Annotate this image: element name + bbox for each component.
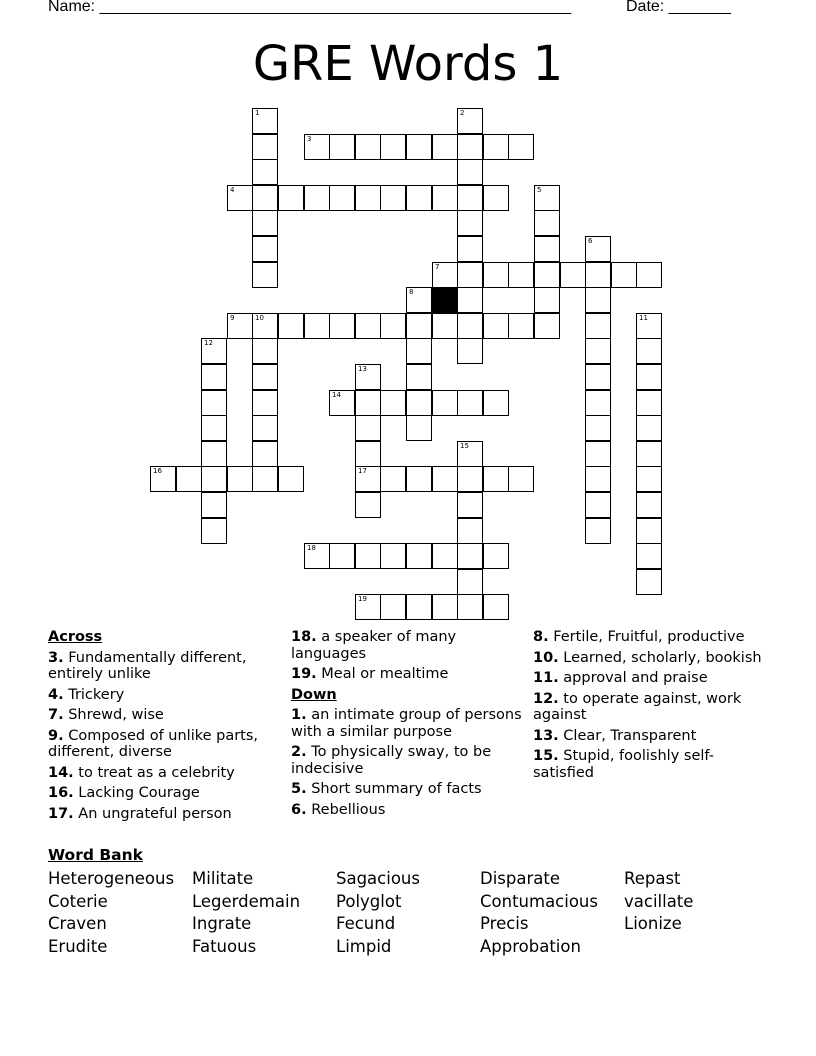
clue-down-2: 2. To physically sway, to be indecisive <box>291 744 492 777</box>
grid-cell[interactable] <box>585 415 611 441</box>
word-bank-column <box>48 868 174 959</box>
grid-cell[interactable] <box>380 134 406 160</box>
page-title: GRE Words 1 <box>252 36 564 92</box>
grid-cell[interactable] <box>252 364 278 390</box>
grid-cell[interactable] <box>355 492 381 518</box>
grid-cell[interactable] <box>432 594 458 620</box>
grid-cell[interactable] <box>355 185 381 211</box>
word-bank-word: Fecund <box>336 914 396 934</box>
grid-cell[interactable] <box>252 210 278 236</box>
clue-number: 8 <box>409 288 414 296</box>
word-bank-word: Approbation <box>480 937 581 957</box>
word-bank-word: Craven <box>48 914 107 934</box>
grid-cell[interactable] <box>406 185 432 211</box>
grid-cell[interactable] <box>534 287 560 313</box>
grid-cell[interactable] <box>201 364 227 390</box>
grid-cell[interactable] <box>457 543 483 569</box>
clue-number: 4 <box>230 186 235 194</box>
clue-number: 1 <box>255 109 260 117</box>
grid-cell[interactable] <box>483 262 509 288</box>
grid-cell[interactable] <box>329 543 355 569</box>
grid-cell[interactable] <box>457 594 483 620</box>
grid-cell[interactable] <box>380 313 406 339</box>
word-bank-word: Ingrate <box>192 914 252 934</box>
grid-cell[interactable] <box>508 134 534 160</box>
grid-cell[interactable] <box>585 466 611 492</box>
grid-cell[interactable] <box>201 390 227 416</box>
word-bank-word: Heterogeneous <box>48 869 175 888</box>
grid-cell[interactable] <box>432 313 458 339</box>
grid-cell[interactable] <box>406 415 432 441</box>
grid-cell[interactable] <box>534 185 560 211</box>
grid-cell[interactable] <box>406 594 432 620</box>
grid-cell[interactable] <box>355 134 381 160</box>
grid-cell[interactable] <box>585 441 611 467</box>
grid-cell[interactable] <box>355 313 381 339</box>
clue-down-5: 5. Short summary of facts <box>291 781 482 797</box>
grid-cell[interactable] <box>201 466 227 492</box>
grid-cell[interactable] <box>252 185 278 211</box>
name-field-label: Name: _____________________________________________________ <box>48 0 572 15</box>
grid-cell[interactable] <box>585 236 611 262</box>
grid-cell[interactable] <box>278 313 304 339</box>
clue-column-2 <box>291 629 523 822</box>
grid-cell[interactable] <box>201 518 227 544</box>
word-bank-word: Lionize <box>624 914 682 934</box>
clue-number: 17 <box>358 467 367 475</box>
clue-across-14: 14. to treat as a celebrity <box>48 764 235 781</box>
grid-cell[interactable] <box>329 185 355 211</box>
clue-number: 7 <box>435 263 440 271</box>
grid-cell[interactable] <box>457 262 483 288</box>
grid-cell[interactable] <box>483 313 509 339</box>
clue-number: 5 <box>537 186 542 194</box>
grid-cell[interactable] <box>534 210 560 236</box>
grid-cell[interactable] <box>201 441 227 467</box>
across-heading: Across <box>48 629 103 645</box>
grid-cell[interactable] <box>457 236 483 262</box>
grid-cell[interactable] <box>457 313 483 339</box>
grid-cell[interactable] <box>406 543 432 569</box>
grid-cell[interactable] <box>611 262 637 288</box>
grid-cell[interactable] <box>227 466 253 492</box>
grid-cell[interactable] <box>457 185 483 211</box>
grid-cell[interactable] <box>585 364 611 390</box>
clue-down-8: 8. Fertile, Fruitful, productive <box>533 629 745 645</box>
word-bank-word: Disparate <box>480 869 560 888</box>
grid-cell[interactable] <box>355 364 381 390</box>
word-bank-word: Sagacious <box>336 869 420 888</box>
grid-cell[interactable] <box>636 313 662 339</box>
grid-cell[interactable] <box>304 185 330 211</box>
word-bank-column <box>192 868 300 959</box>
grid-cell[interactable] <box>252 262 278 288</box>
grid-cell[interactable] <box>534 313 560 339</box>
clue-across-9: 9. Composed of unlike parts, different, diverse <box>48 727 259 760</box>
grid-cell[interactable] <box>201 415 227 441</box>
word-bank-column <box>624 868 693 936</box>
clue-across-4: 4. Trickery <box>48 686 125 703</box>
clue-down-13: 13. Clear, Transparent <box>533 727 697 744</box>
grid-cell[interactable] <box>380 390 406 416</box>
grid-cell[interactable] <box>329 390 355 416</box>
grid-cell[interactable] <box>150 466 176 492</box>
grid-cell[interactable] <box>380 185 406 211</box>
grid-cell[interactable] <box>252 159 278 185</box>
grid-cell[interactable] <box>252 390 278 416</box>
grid-cell[interactable] <box>508 466 534 492</box>
grid-cell[interactable] <box>380 594 406 620</box>
grid-cell[interactable] <box>457 210 483 236</box>
clue-across-7: 7. Shrewd, wise <box>48 707 164 723</box>
grid-cell[interactable] <box>201 338 227 364</box>
grid-cell[interactable] <box>483 390 509 416</box>
grid-cell[interactable] <box>585 313 611 339</box>
word-bank-word: Legerdemain <box>192 891 301 911</box>
word-bank-word: Erudite <box>48 937 108 957</box>
grid-cell[interactable] <box>252 441 278 467</box>
word-bank-word: Precis <box>480 914 529 934</box>
grid-cell[interactable] <box>432 134 458 160</box>
grid-cell[interactable] <box>406 364 432 390</box>
grid-cell[interactable] <box>252 466 278 492</box>
clue-number: 2 <box>460 109 465 117</box>
grid-cell[interactable] <box>636 466 662 492</box>
word-bank-word: Limpid <box>336 937 392 957</box>
clue-across-19: 19. Meal or mealtime <box>291 666 449 682</box>
grid-cell[interactable] <box>406 287 432 313</box>
grid-cell[interactable] <box>380 466 406 492</box>
grid-cell[interactable] <box>252 236 278 262</box>
clue-across-16: 16. Lacking Courage <box>48 785 200 801</box>
grid-cell[interactable] <box>227 313 253 339</box>
grid-cell[interactable] <box>483 134 509 160</box>
grid-cell[interactable] <box>432 543 458 569</box>
grid-cell[interactable] <box>636 543 662 569</box>
grid-cell[interactable] <box>457 466 483 492</box>
clue-number: 3 <box>307 135 312 143</box>
grid-cell[interactable] <box>355 543 381 569</box>
clue-across-3: 3. Fundamentally different, entirely unlike <box>48 649 247 682</box>
clue-across-18: 18. a speaker of many languages <box>291 629 457 662</box>
clue-column-3 <box>533 629 771 785</box>
grid-cell[interactable] <box>252 108 278 134</box>
grid-cell[interactable] <box>355 415 381 441</box>
grid-cell[interactable] <box>457 159 483 185</box>
word-bank-column <box>480 868 598 959</box>
grid-cell[interactable] <box>278 185 304 211</box>
clue-across-17: 17. An ungrateful person <box>48 805 232 822</box>
grid-cell[interactable] <box>585 338 611 364</box>
clue-number: 18 <box>307 544 316 552</box>
grid-cell[interactable] <box>304 134 330 160</box>
clue-down-6: 6. Rebellious <box>291 801 386 818</box>
grid-cell[interactable] <box>432 185 458 211</box>
grid-cell[interactable] <box>432 466 458 492</box>
shaded-grid-cell <box>432 287 458 313</box>
grid-cell[interactable] <box>457 518 483 544</box>
grid-cell[interactable] <box>457 390 483 416</box>
clue-number: 11 <box>639 314 648 322</box>
word-bank-word: Repast <box>624 869 681 888</box>
grid-cell[interactable] <box>534 262 560 288</box>
word-bank-word: vacillate <box>624 891 694 911</box>
grid-cell[interactable] <box>432 390 458 416</box>
grid-cell[interactable] <box>636 364 662 390</box>
grid-cell[interactable] <box>636 262 662 288</box>
grid-cell[interactable] <box>406 466 432 492</box>
grid-cell[interactable] <box>585 287 611 313</box>
word-bank-word: Contumacious <box>480 891 598 911</box>
grid-cell[interactable] <box>355 441 381 467</box>
grid-cell[interactable] <box>252 134 278 160</box>
grid-cell[interactable] <box>585 492 611 518</box>
word-bank-word: Coterie <box>48 891 108 911</box>
clue-down-11: 11. approval and praise <box>533 670 708 686</box>
clue-number: 15 <box>460 442 469 450</box>
grid-cell[interactable] <box>304 313 330 339</box>
date-field-label: Date: _______ <box>626 0 731 15</box>
grid-cell[interactable] <box>252 338 278 364</box>
grid-cell[interactable] <box>585 518 611 544</box>
grid-cell[interactable] <box>355 594 381 620</box>
clue-number: 12 <box>204 339 213 347</box>
grid-cell[interactable] <box>534 236 560 262</box>
clue-number: 9 <box>230 314 235 322</box>
clue-down-15: 15. Stupid, foolishly self-satisfied <box>533 748 714 781</box>
grid-cell[interactable] <box>329 134 355 160</box>
grid-cell[interactable] <box>508 262 534 288</box>
clue-number: 13 <box>358 365 367 373</box>
grid-cell[interactable] <box>636 518 662 544</box>
grid-cell[interactable] <box>636 492 662 518</box>
grid-cell[interactable] <box>304 543 330 569</box>
grid-cell[interactable] <box>483 185 509 211</box>
grid-cell[interactable] <box>355 466 381 492</box>
word-bank-word: Fatuous <box>192 937 257 957</box>
grid-cell[interactable] <box>406 313 432 339</box>
grid-cell[interactable] <box>457 441 483 467</box>
grid-cell[interactable] <box>252 415 278 441</box>
grid-cell[interactable] <box>457 108 483 134</box>
word-bank-word: Polyglot <box>336 891 402 911</box>
clue-number: 16 <box>153 467 162 475</box>
grid-cell[interactable] <box>355 390 381 416</box>
header <box>48 0 768 20</box>
clue-down-12: 12. to operate against, work against <box>533 690 742 723</box>
clue-number: 6 <box>588 237 593 245</box>
grid-cell[interactable] <box>636 390 662 416</box>
grid-cell[interactable] <box>457 569 483 595</box>
grid-cell[interactable] <box>406 338 432 364</box>
grid-cell[interactable] <box>585 262 611 288</box>
grid-cell[interactable] <box>380 543 406 569</box>
grid-cell[interactable] <box>585 390 611 416</box>
grid-cell[interactable] <box>483 594 509 620</box>
word-bank-word: Militate <box>192 869 254 888</box>
clue-down-1: 1. an intimate group of persons with a similar purpose <box>291 707 522 740</box>
grid-cell[interactable] <box>560 262 586 288</box>
clue-number: 19 <box>358 595 367 603</box>
grid-cell[interactable] <box>278 466 304 492</box>
grid-cell[interactable] <box>483 543 509 569</box>
clue-down-10: 10. Learned, scholarly, bookish <box>533 649 762 666</box>
down-heading: Down <box>291 686 337 703</box>
grid-cell[interactable] <box>636 338 662 364</box>
grid-cell[interactable] <box>483 466 509 492</box>
clue-number: 14 <box>332 391 341 399</box>
grid-cell[interactable] <box>227 185 253 211</box>
word-bank-column <box>336 868 420 959</box>
grid-cell[interactable] <box>636 415 662 441</box>
word-bank-heading: Word Bank <box>48 846 143 864</box>
grid-cell[interactable] <box>201 492 227 518</box>
grid-cell[interactable] <box>176 466 202 492</box>
grid-cell[interactable] <box>457 338 483 364</box>
grid-cell[interactable] <box>406 134 432 160</box>
grid-cell[interactable] <box>457 287 483 313</box>
clue-number: 10 <box>255 314 264 322</box>
grid-cell[interactable] <box>636 569 662 595</box>
grid-cell[interactable] <box>636 441 662 467</box>
grid-cell[interactable] <box>432 262 458 288</box>
grid-cell[interactable] <box>457 492 483 518</box>
grid-cell[interactable] <box>457 134 483 160</box>
grid-cell[interactable] <box>252 313 278 339</box>
grid-cell[interactable] <box>508 313 534 339</box>
clue-column-1 <box>48 629 280 826</box>
grid-cell[interactable] <box>406 390 432 416</box>
grid-cell[interactable] <box>329 313 355 339</box>
